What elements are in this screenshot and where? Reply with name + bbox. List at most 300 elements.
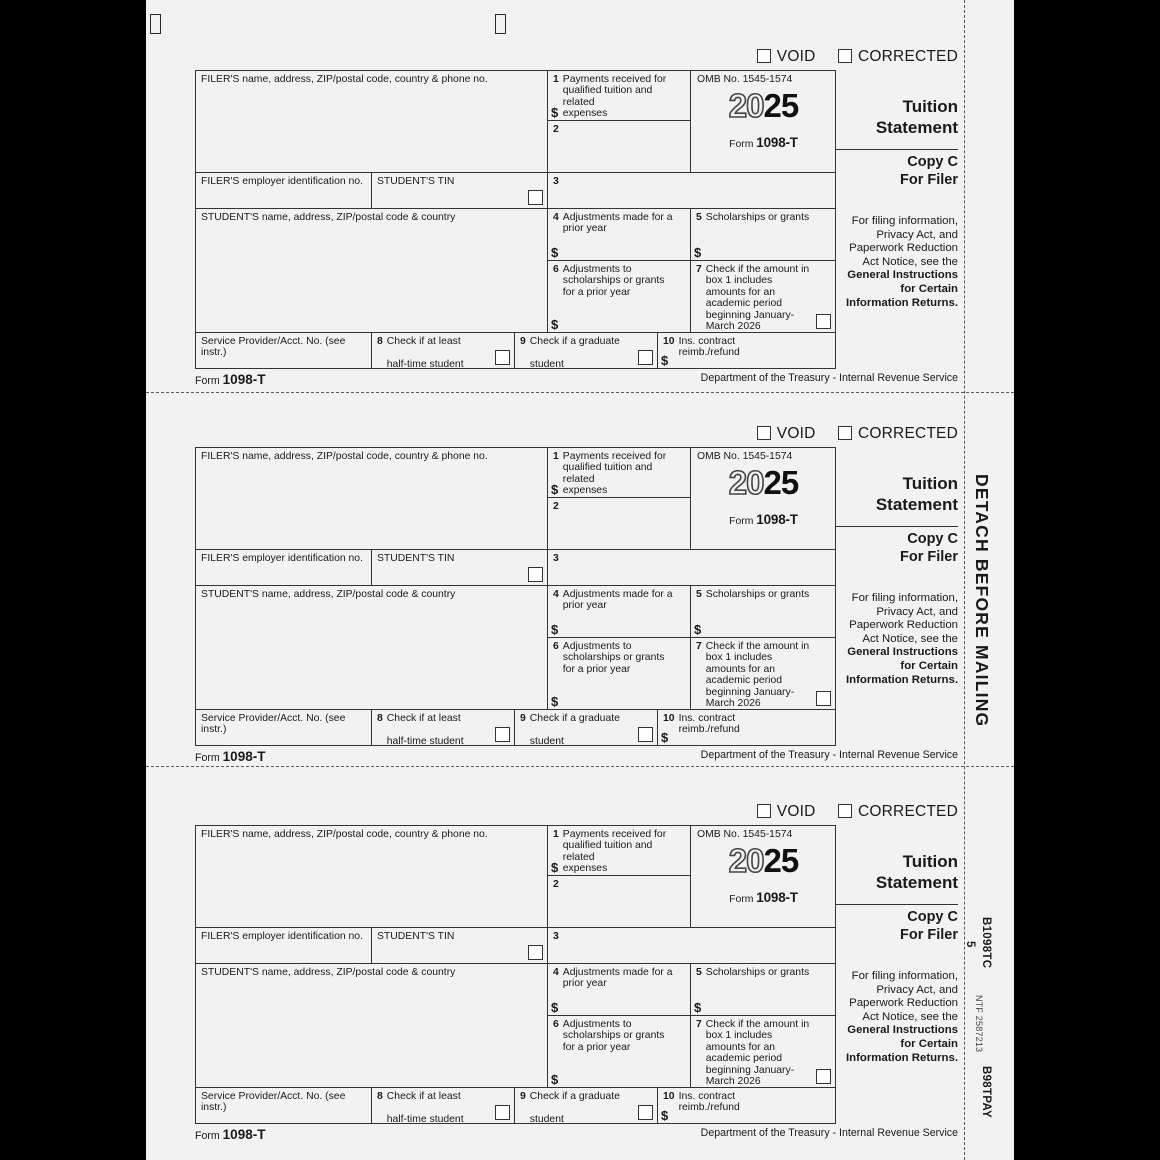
form-number: 1098-T <box>756 890 798 905</box>
box6-label-line3: for a prior year <box>562 1041 631 1053</box>
box6-dollar-sign: $ <box>551 694 559 709</box>
field-filer-ein[interactable] <box>196 928 372 963</box>
box8-label-line1: Check if at least <box>386 336 461 347</box>
student-tin-label: STUDENT'S TIN <box>377 553 455 564</box>
box7-label-line5: beginning January- <box>705 309 795 321</box>
cell-box1-box2 <box>548 71 691 172</box>
notice-line4: Act Notice, see the <box>862 632 958 645</box>
corrected-label: CORRECTED <box>858 48 958 65</box>
field-student-name[interactable] <box>196 964 548 1087</box>
cell-boxes-4-7 <box>548 209 835 332</box>
field-box10[interactable] <box>658 710 802 745</box>
copy-designation <box>836 905 958 944</box>
form-title <box>836 825 958 893</box>
field-box5[interactable] <box>691 586 835 637</box>
field-service-provider[interactable] <box>196 710 372 745</box>
void-label: VOID <box>776 425 816 442</box>
footer-form-word: Form <box>195 1130 220 1142</box>
box9-number: 9 <box>520 336 526 347</box>
box9-number: 9 <box>520 1091 526 1102</box>
student-name-label: STUDENT'S name, address, ZIP/postal code & country <box>201 212 456 223</box>
tax-year-solid: 25 <box>763 842 799 879</box>
box7-label-line4: academic period <box>705 675 783 687</box>
box5-label: Scholarships or grants <box>705 212 810 223</box>
corrected-checkbox[interactable] <box>838 804 852 818</box>
box6-number: 6 <box>553 264 559 275</box>
student-tin-checkbox[interactable] <box>528 190 543 205</box>
field-service-provider[interactable] <box>196 333 372 368</box>
field-box7[interactable] <box>691 1016 835 1087</box>
row-box4-box5 <box>548 586 835 638</box>
row-filer-payments <box>196 826 835 928</box>
detach-before-mailing-label: DETACH BEFORE MAILING <box>972 474 992 728</box>
copy-line1: Copy C <box>907 909 958 925</box>
footer-form-word: Form <box>195 375 220 387</box>
box10-dollar-sign: $ <box>661 730 669 745</box>
box3-number: 3 <box>553 553 559 564</box>
form-title <box>836 70 958 138</box>
box1-number: 1 <box>553 74 559 85</box>
box8-label <box>387 1091 464 1123</box>
box10-label: Ins. contract reimb./refund <box>678 1091 740 1114</box>
box7-label-line2: box 1 includes <box>705 1030 773 1042</box>
corrected-checkbox-group[interactable] <box>838 48 958 66</box>
box7-number: 7 <box>696 264 702 275</box>
field-box10[interactable] <box>658 333 802 368</box>
footer-form-number: 1098-T <box>222 1127 266 1142</box>
box6-dollar-sign: $ <box>551 1072 559 1087</box>
box6-label <box>563 1019 665 1053</box>
copy-line1: Copy C <box>907 154 958 170</box>
box5-number: 5 <box>696 967 702 978</box>
filer-name-label: FILER'S name, address, ZIP/postal code, country & phone no. <box>201 74 488 85</box>
omb-form-line <box>696 512 831 527</box>
row-box6-box7 <box>548 638 835 709</box>
box8-label-line1: Check if at least <box>386 713 461 724</box>
box9-label-line2: student <box>529 1113 564 1123</box>
registration-mark-center <box>495 14 506 34</box>
row-ein-tin-box3 <box>196 928 835 964</box>
box9-number: 9 <box>520 713 526 724</box>
footer-form-label <box>195 749 265 764</box>
box5-dollar-sign: $ <box>694 245 702 260</box>
cell-box1-box2 <box>548 826 691 927</box>
box4-number: 4 <box>553 212 559 223</box>
form-footer <box>195 749 958 764</box>
box2-number: 2 <box>553 501 559 512</box>
field-box1[interactable] <box>548 71 690 121</box>
box1-label-line2: qualified tuition and related <box>562 840 653 863</box>
notice-line6: for Certain <box>900 1037 958 1050</box>
field-service-provider[interactable] <box>196 1088 372 1123</box>
field-student-tin[interactable] <box>372 928 548 963</box>
field-filer-ein[interactable] <box>196 550 372 585</box>
notice-line2: Privacy Act, and <box>876 228 958 241</box>
field-student-name[interactable] <box>196 209 548 332</box>
student-name-label: STUDENT'S name, address, ZIP/postal code & country <box>201 589 456 600</box>
form-footer <box>195 372 958 387</box>
field-box2[interactable] <box>548 498 690 548</box>
notice-line5: General Instructions <box>847 1024 958 1037</box>
code-b98tpay: B98TPAY <box>980 1066 992 1118</box>
box8-number: 8 <box>377 1091 383 1102</box>
row-box6-box7 <box>548 261 835 332</box>
field-student-tin[interactable] <box>372 550 548 585</box>
box10-number: 10 <box>663 336 675 347</box>
field-box1[interactable] <box>548 826 690 876</box>
box1-label-line1: Payments received for <box>562 829 667 840</box>
row-ein-tin-box3 <box>196 550 835 586</box>
form-title-line1: Tuition <box>902 474 958 493</box>
box8-number: 8 <box>377 713 383 724</box>
notice-line4: Act Notice, see the <box>862 255 958 268</box>
field-box4[interactable] <box>548 964 691 1015</box>
corrected-checkbox-group[interactable] <box>838 425 958 443</box>
field-filer-name[interactable] <box>196 448 548 549</box>
box1-dollar-sign: $ <box>551 860 559 875</box>
right-column <box>836 825 958 1065</box>
copy-line2: For Filer <box>899 172 958 188</box>
box9-checkbox[interactable] <box>638 350 653 365</box>
footer-form-number: 1098-T <box>222 749 266 764</box>
row-box4-box5 <box>548 964 835 1016</box>
row-student-boxes <box>196 209 835 333</box>
box1-label-line3: expenses <box>562 485 608 497</box>
code-ntf: NTF 2587213 <box>974 995 984 1053</box>
copy-designation <box>836 150 958 189</box>
perforation-line-vertical <box>964 0 965 1160</box>
tax-year-hollow: 20 <box>728 464 764 501</box>
corrected-label: CORRECTED <box>858 425 958 442</box>
row-boxes-8-9-10 <box>196 710 835 745</box>
field-box9[interactable] <box>515 1088 658 1123</box>
box1-label <box>563 74 686 120</box>
void-corrected-row <box>146 425 958 443</box>
form-number: 1098-T <box>756 512 798 527</box>
field-box9[interactable] <box>515 710 658 745</box>
corrected-checkbox[interactable] <box>838 49 852 63</box>
box9-label-line1: Check if a graduate <box>529 1091 620 1102</box>
cell-boxes-4-7 <box>548 586 835 709</box>
footer-form-label <box>195 372 265 387</box>
box7-label-line1: Check if the amount in <box>705 264 810 275</box>
void-checkbox[interactable] <box>757 49 771 63</box>
box7-label-line5: beginning January- <box>705 1064 795 1076</box>
box5-number: 5 <box>696 212 702 223</box>
row-ein-tin-box3 <box>196 173 835 209</box>
tax-year <box>696 466 831 500</box>
field-box3[interactable] <box>548 928 835 963</box>
box8-label-line2: half-time student <box>386 1113 464 1123</box>
notice-line2: Privacy Act, and <box>876 605 958 618</box>
perforation-line-2 <box>146 766 1014 767</box>
footer-form-number: 1098-T <box>222 372 266 387</box>
omb-form-line <box>696 135 831 150</box>
field-filer-ein[interactable] <box>196 173 372 208</box>
box7-label-line3: amounts for an <box>705 663 776 675</box>
box1-label-line3: expenses <box>562 863 608 875</box>
notice-line7: Information Returns. <box>845 296 958 309</box>
field-box5[interactable] <box>691 964 835 1015</box>
registration-mark-left <box>150 14 161 34</box>
field-box9[interactable] <box>515 333 658 368</box>
field-box1[interactable] <box>548 448 690 498</box>
void-checkbox-group[interactable] <box>757 48 816 66</box>
box9-checkbox[interactable] <box>638 727 653 742</box>
box9-label-line1: Check if a graduate <box>529 336 620 347</box>
form-page <box>146 0 1014 1160</box>
notice-line7: Information Returns. <box>845 673 958 686</box>
notice-line2: Privacy Act, and <box>876 983 958 996</box>
box9-label <box>530 1091 620 1123</box>
copy-line2: For Filer <box>899 927 958 943</box>
box9-label-line2: student <box>529 358 564 368</box>
box7-label-line2: box 1 includes <box>705 275 773 287</box>
notice-line4: Act Notice, see the <box>862 1010 958 1023</box>
tax-year-solid: 25 <box>763 87 799 124</box>
notice-line3: Paperwork Reduction <box>849 242 958 255</box>
code-sequence: 5 <box>964 941 976 948</box>
box8-label <box>387 336 464 368</box>
box10-label: Ins. contract reimb./refund <box>678 713 740 736</box>
form-grid <box>195 825 836 1124</box>
field-box8[interactable] <box>372 333 515 368</box>
box4-dollar-sign: $ <box>551 622 559 637</box>
right-column <box>836 447 958 687</box>
box4-label <box>563 589 673 612</box>
box5-label: Scholarships or grants <box>705 589 810 600</box>
treasury-line: Department of the Treasury - Internal Revenue Service <box>700 1127 958 1139</box>
field-box3[interactable] <box>548 550 835 585</box>
box8-label-line1: Check if at least <box>386 1091 461 1102</box>
box6-label-line3: for a prior year <box>562 663 631 675</box>
field-filer-name[interactable] <box>196 826 548 927</box>
form-title-line1: Tuition <box>902 852 958 871</box>
void-checkbox-group[interactable] <box>757 803 816 821</box>
void-corrected-row <box>146 48 958 66</box>
tax-year <box>696 89 831 123</box>
void-label: VOID <box>776 803 816 820</box>
box6-label <box>563 264 665 298</box>
form-grid <box>195 70 836 369</box>
box1-number: 1 <box>553 829 559 840</box>
box6-dollar-sign: $ <box>551 317 559 332</box>
box1-label-line1: Payments received for <box>562 451 667 462</box>
filer-name-label: FILER'S name, address, ZIP/postal code, country & phone no. <box>201 829 488 840</box>
void-checkbox-group[interactable] <box>757 425 816 443</box>
box8-number: 8 <box>377 336 383 347</box>
field-box8[interactable] <box>372 1088 515 1123</box>
field-box10[interactable] <box>658 1088 802 1123</box>
box7-label-line3: amounts for an <box>705 1041 776 1053</box>
field-box2[interactable] <box>548 121 690 171</box>
field-box6[interactable] <box>548 261 691 332</box>
box10-number: 10 <box>663 713 675 724</box>
box10-dollar-sign: $ <box>661 353 669 368</box>
code-b1098tc: B1098TC <box>980 917 992 969</box>
box6-number: 6 <box>553 1019 559 1030</box>
notice-line7: Information Returns. <box>845 1051 958 1064</box>
box9-checkbox[interactable] <box>638 1105 653 1120</box>
form-title-line2: Statement <box>875 495 958 514</box>
tax-year <box>696 844 831 878</box>
tax-year-hollow: 20 <box>728 87 764 124</box>
row-filer-payments <box>196 71 835 173</box>
box6-label-line1: Adjustments to <box>562 641 632 652</box>
box4-number: 4 <box>553 967 559 978</box>
corrected-checkbox-group[interactable] <box>838 803 958 821</box>
field-box6[interactable] <box>548 1016 691 1087</box>
box6-label-line1: Adjustments to <box>562 264 632 275</box>
form-number: 1098-T <box>756 135 798 150</box>
void-label: VOID <box>776 48 816 65</box>
box7-label-line6: March 2026 <box>705 321 761 332</box>
box5-dollar-sign: $ <box>694 622 702 637</box>
box7-label-line1: Check if the amount in <box>705 1019 810 1030</box>
corrected-checkbox[interactable] <box>838 426 852 440</box>
omb-number: OMB No. 1545-1574 <box>697 829 793 840</box>
cell-box1-box2 <box>548 448 691 549</box>
void-checkbox[interactable] <box>757 426 771 440</box>
row-boxes-8-9-10 <box>196 333 835 368</box>
box6-label-line1: Adjustments to <box>562 1019 632 1030</box>
notice-line1: For filing information, <box>851 215 958 227</box>
form-title-line2: Statement <box>875 118 958 137</box>
box10-label: Ins. contract reimb./refund <box>678 336 740 359</box>
form-title-line2: Statement <box>875 873 958 892</box>
row-filer-payments <box>196 448 835 550</box>
row-box4-box5 <box>548 209 835 261</box>
notice-line3: Paperwork Reduction <box>849 997 958 1010</box>
form-word: Form <box>729 516 754 527</box>
void-checkbox[interactable] <box>757 804 771 818</box>
box8-checkbox[interactable] <box>495 727 510 742</box>
box7-label <box>706 641 809 709</box>
omb-block <box>691 448 835 549</box>
row-student-boxes <box>196 586 835 710</box>
box1-dollar-sign: $ <box>551 482 559 497</box>
box7-checkbox[interactable] <box>816 314 831 329</box>
field-box7[interactable] <box>691 261 835 332</box>
notice-line6: for Certain <box>900 282 958 295</box>
box7-label-line4: academic period <box>705 298 783 310</box>
notice-line5: General Instructions <box>847 646 958 659</box>
field-box7[interactable] <box>691 638 835 709</box>
form-grid <box>195 447 836 746</box>
copy-line1: Copy C <box>907 531 958 547</box>
field-student-name[interactable] <box>196 586 548 709</box>
student-tin-label: STUDENT'S TIN <box>377 931 455 942</box>
field-box4[interactable] <box>548 209 691 260</box>
void-corrected-row <box>146 803 958 821</box>
field-box6[interactable] <box>548 638 691 709</box>
field-box5[interactable] <box>691 209 835 260</box>
row-student-boxes <box>196 964 835 1088</box>
box7-label <box>706 1019 809 1087</box>
filer-ein-label: FILER'S employer identification no. <box>201 931 363 942</box>
box4-label-line2: prior year <box>562 223 607 235</box>
box6-label-line2: scholarships or grants <box>562 275 665 287</box>
field-box2[interactable] <box>548 876 690 926</box>
box7-checkbox[interactable] <box>816 691 831 706</box>
field-filer-name[interactable] <box>196 71 548 172</box>
tax-year-solid: 25 <box>763 464 799 501</box>
student-tin-label: STUDENT'S TIN <box>377 176 455 187</box>
notice-line5: General Instructions <box>847 269 958 282</box>
box4-label-line2: prior year <box>562 978 607 990</box>
box7-checkbox[interactable] <box>816 1069 831 1084</box>
box7-label-line6: March 2026 <box>705 1076 761 1087</box>
box4-label-line1: Adjustments made for a <box>562 212 673 223</box>
service-provider-label: Service Provider/Acct. No. (see instr.) <box>201 1091 346 1114</box>
box10-number: 10 <box>663 1091 675 1102</box>
student-tin-checkbox[interactable] <box>528 945 543 960</box>
filer-ein-label: FILER'S employer identification no. <box>201 553 363 564</box>
box4-label <box>563 212 673 235</box>
treasury-line: Department of the Treasury - Internal Revenue Service <box>700 749 958 761</box>
cell-boxes-4-7 <box>548 964 835 1087</box>
box8-label-line2: half-time student <box>386 735 464 745</box>
box5-number: 5 <box>696 589 702 600</box>
footer-form-label <box>195 1127 265 1142</box>
notice-line3: Paperwork Reduction <box>849 619 958 632</box>
box9-label-line1: Check if a graduate <box>529 713 620 724</box>
box1-number: 1 <box>553 451 559 462</box>
right-column <box>836 70 958 310</box>
row-boxes-8-9-10 <box>196 1088 835 1123</box>
omb-form-line <box>696 890 831 905</box>
box4-label-line2: prior year <box>562 600 607 612</box>
field-student-tin[interactable] <box>372 173 548 208</box>
privacy-notice <box>836 189 958 310</box>
box4-label-line1: Adjustments made for a <box>562 589 673 600</box>
privacy-notice <box>836 566 958 687</box>
omb-block <box>691 71 835 172</box>
box9-label <box>530 336 620 368</box>
field-box8[interactable] <box>372 710 515 745</box>
box5-label: Scholarships or grants <box>705 967 810 978</box>
student-tin-checkbox[interactable] <box>528 567 543 582</box>
box10-dollar-sign: $ <box>661 1108 669 1123</box>
field-box4[interactable] <box>548 586 691 637</box>
box7-label-line2: box 1 includes <box>705 652 773 664</box>
box9-label <box>530 713 620 745</box>
box1-label <box>563 829 686 875</box>
footer-form-word: Form <box>195 752 220 764</box>
field-box3[interactable] <box>548 173 835 208</box>
box7-label-line6: March 2026 <box>705 698 761 709</box>
form-footer <box>195 1127 958 1142</box>
box6-label-line2: scholarships or grants <box>562 652 665 664</box>
perforation-line-1 <box>146 392 1014 393</box>
copy-designation <box>836 527 958 566</box>
box7-label-line5: beginning January- <box>705 686 795 698</box>
form-word: Form <box>729 894 754 905</box>
box8-checkbox[interactable] <box>495 350 510 365</box>
omb-number: OMB No. 1545-1574 <box>697 74 793 85</box>
box5-dollar-sign: $ <box>694 1000 702 1015</box>
row-box6-box7 <box>548 1016 835 1087</box>
box7-number: 7 <box>696 641 702 652</box>
notice-line1: For filing information, <box>851 970 958 982</box>
box4-dollar-sign: $ <box>551 1000 559 1015</box>
box8-checkbox[interactable] <box>495 1105 510 1120</box>
box9-label-line2: student <box>529 735 564 745</box>
form-word: Form <box>729 139 754 150</box>
box8-label <box>387 713 464 745</box>
tax-year-hollow: 20 <box>728 842 764 879</box>
notice-line1: For filing information, <box>851 592 958 604</box>
